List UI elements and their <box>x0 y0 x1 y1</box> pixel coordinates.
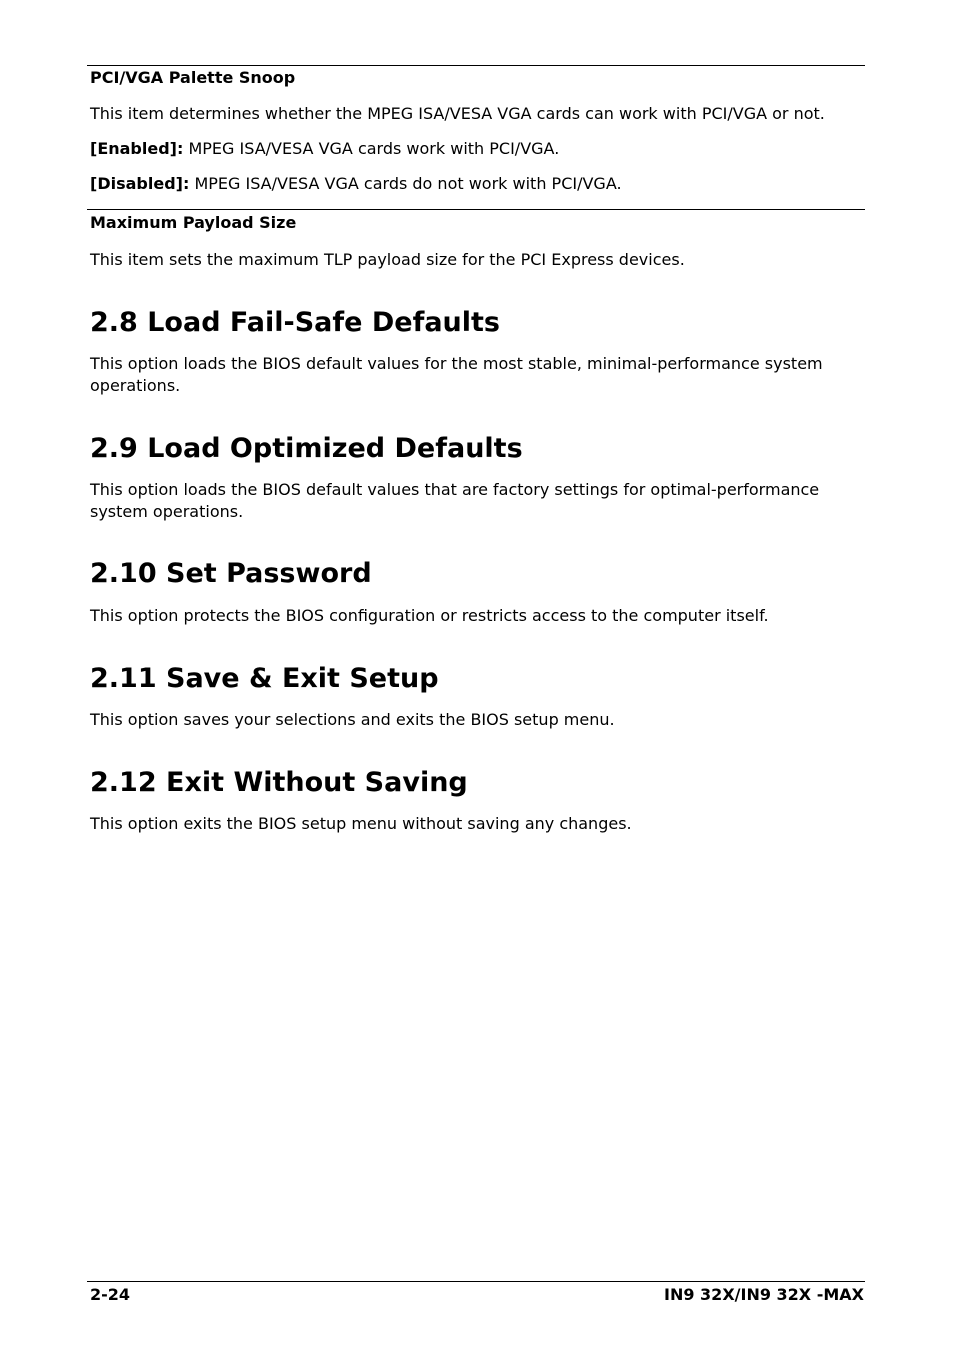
section-body-set-password: This option protects the BIOS configuration or restricts access to the computer itself. <box>90 606 769 625</box>
page-number: 2-24 <box>90 1285 131 1304</box>
model-name: IN9 32X/IN9 32X -MAX <box>664 1285 864 1304</box>
footer-rule <box>87 1281 865 1282</box>
section-heading-save-exit-setup: 2.11 Save & Exit Setup <box>90 663 439 694</box>
pci-vga-enabled-option <box>90 138 850 160</box>
enabled-label: [Enabled]: <box>90 139 184 158</box>
enabled-text: MPEG ISA/VESA VGA cards work with PCI/VGA. <box>183 139 560 158</box>
maximum-payload-size-desc: This item sets the maximum TLP payload size for the PCI Express devices. <box>90 250 685 269</box>
disabled-text: MPEG ISA/VESA VGA cards do not work with PCI/VGA. <box>189 174 622 193</box>
section-body-save-exit-setup: This option saves your selections and exits the BIOS setup menu. <box>90 710 615 729</box>
section-body-load-optimized-defaults: This option loads the BIOS default values that are factory settings for optimal-performance system operations. <box>90 480 820 521</box>
top-rule <box>87 65 865 66</box>
section-rule <box>87 209 865 210</box>
section-heading-exit-without-saving: 2.12 Exit Without Saving <box>90 767 468 798</box>
section-body-exit-without-saving: This option exits the BIOS setup menu without saving any changes. <box>90 814 632 833</box>
disabled-label: [Disabled]: <box>90 174 190 193</box>
pci-vga-palette-snoop-title: PCI/VGA Palette Snoop <box>90 68 296 87</box>
section-heading-set-password: 2.10 Set Password <box>90 558 372 589</box>
section-heading-load-fail-safe-defaults: 2.8 Load Fail-Safe Defaults <box>90 307 500 338</box>
section-body-load-fail-safe-defaults: This option loads the BIOS default values for the most stable, minimal-performance system operations. <box>90 354 823 395</box>
maximum-payload-size-title: Maximum Payload Size <box>90 213 297 232</box>
section-heading-load-optimized-defaults: 2.9 Load Optimized Defaults <box>90 433 523 464</box>
pci-vga-palette-snoop-desc: This item determines whether the MPEG ISA/VESA VGA cards can work with PCI/VGA or not. <box>90 104 825 123</box>
pci-vga-disabled-option <box>90 173 850 195</box>
